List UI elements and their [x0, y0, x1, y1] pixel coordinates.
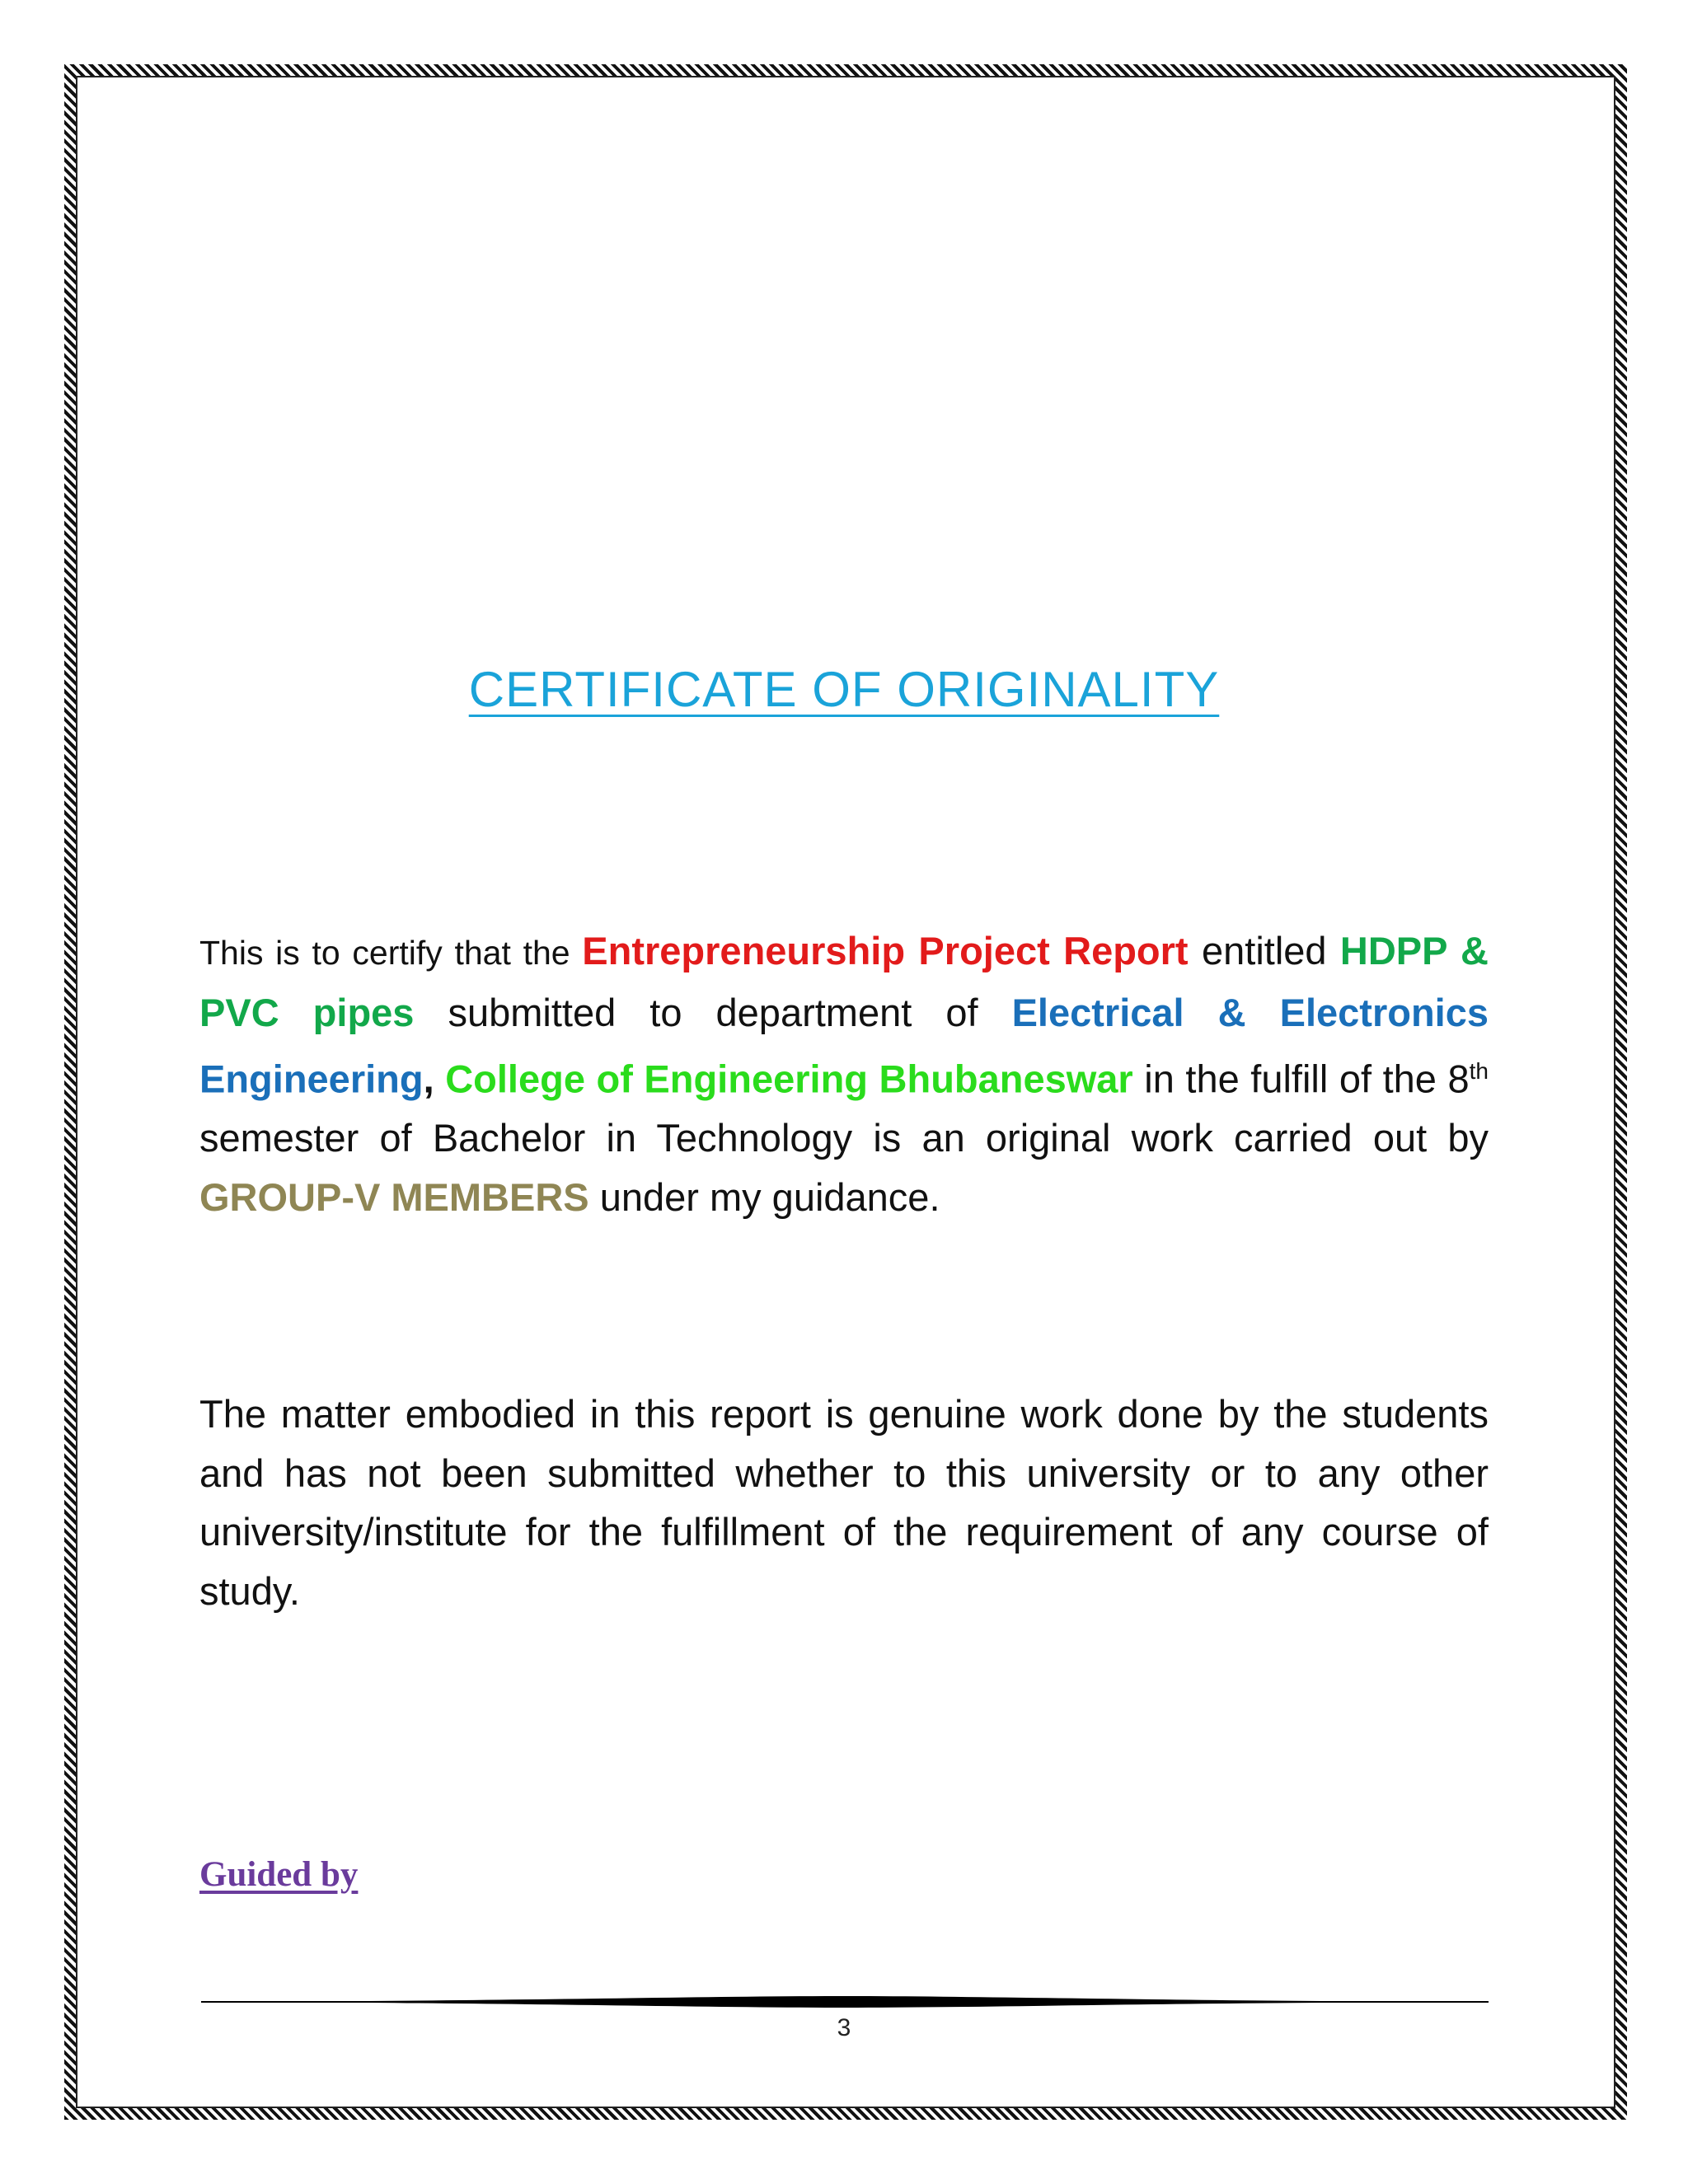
- group-name: GROUP-V MEMBERS: [199, 1174, 589, 1219]
- submitted-text: submitted to department of: [414, 990, 1012, 1034]
- ordinal-suffix: th: [1469, 1058, 1489, 1084]
- college-name: College of Engineering Bhubaneswar: [445, 1057, 1133, 1101]
- genuine-work-paragraph: The matter embodied in this report is genuine work done by the students and has not been submitted whether to this university or to any other university/institute for the fulfillment of the requirement of any course of study.: [199, 1392, 1489, 1613]
- certification-paragraph: [199, 921, 1489, 1226]
- ending-text: under my guidance.: [588, 1174, 940, 1219]
- comma-text: ,: [423, 1057, 446, 1101]
- footer-divider: [201, 1993, 1489, 2011]
- report-type: Entrepreneurship Project Report: [582, 929, 1189, 972]
- certificate-title: [0, 661, 1688, 718]
- department-name: Electrical & Electronics Engineering: [199, 990, 1489, 1101]
- semester-text: semester of Bachelor in Technology is an original work carried out by: [199, 1116, 1489, 1160]
- page-number: 3: [837, 2014, 851, 2041]
- fulfill-text: in the fulfill of the 8: [1132, 1057, 1470, 1101]
- entitled-text: entitled: [1188, 929, 1340, 972]
- guided-by-label: Guided by: [199, 1855, 359, 1894]
- certificate-title-text: CERTIFICATE OF ORIGINALITY: [468, 662, 1220, 717]
- intro-text: This is to certify that the: [199, 934, 583, 972]
- project-title: HDPP & PVC pipes: [199, 929, 1489, 1034]
